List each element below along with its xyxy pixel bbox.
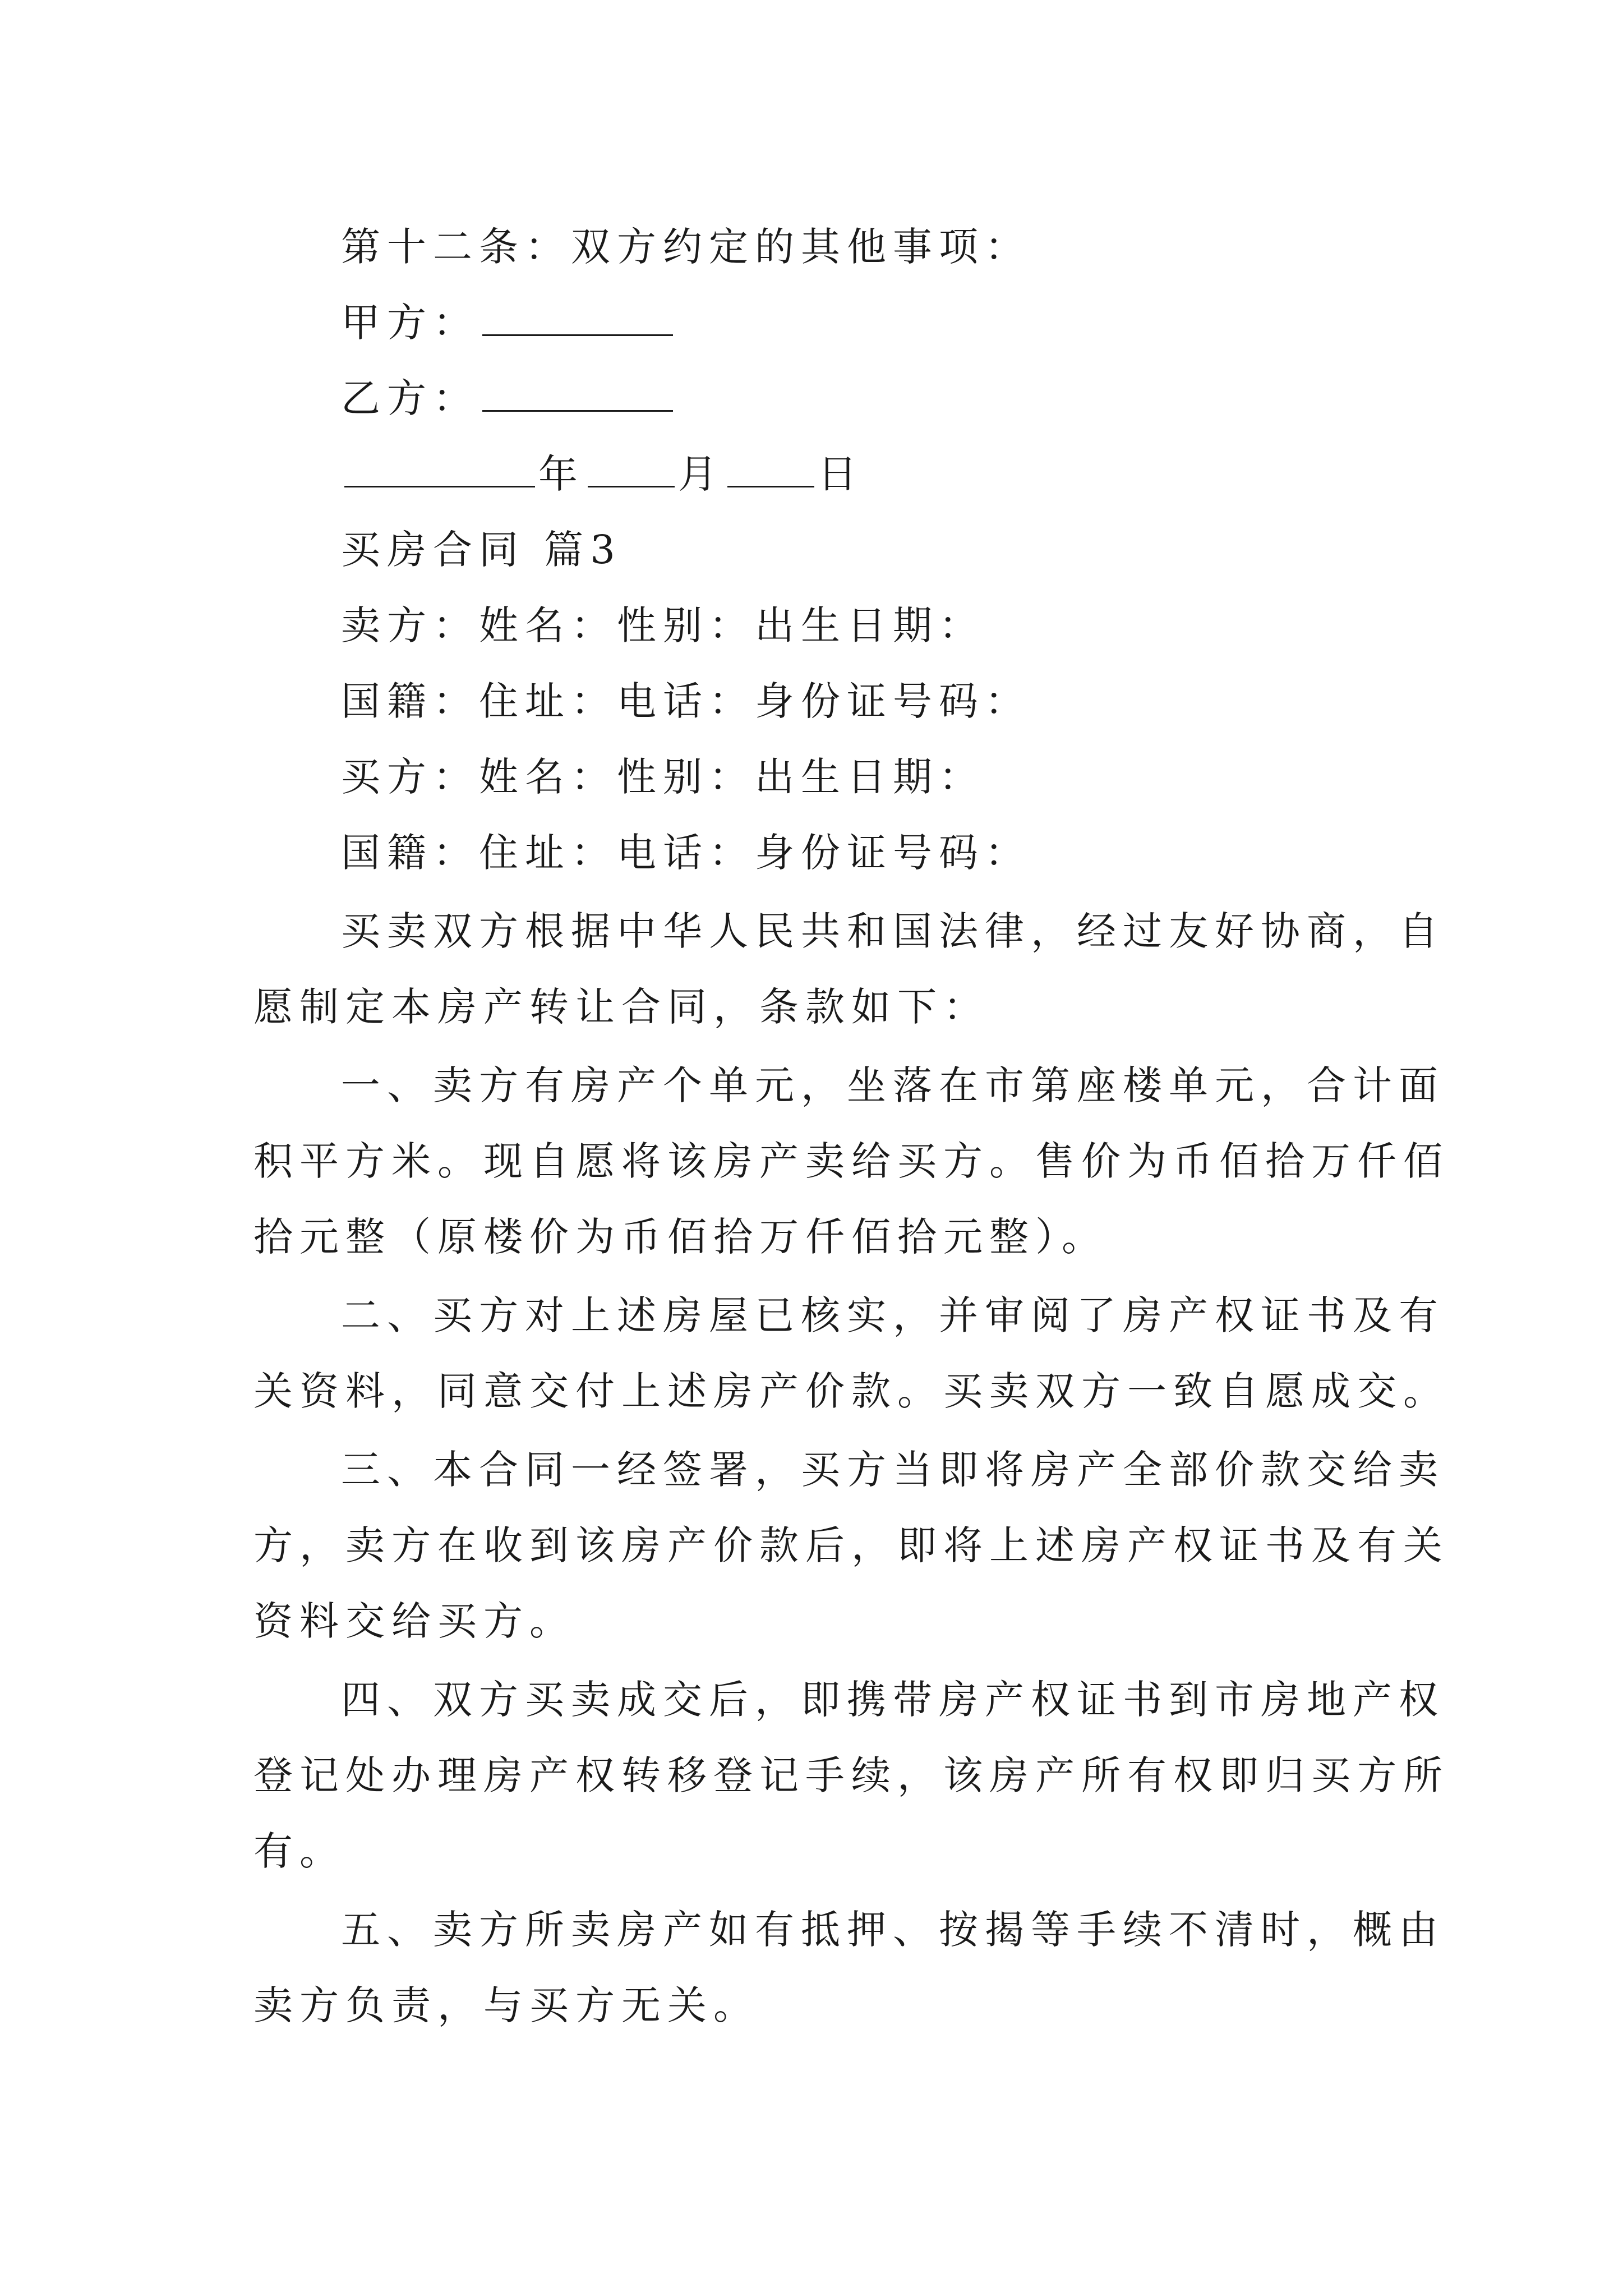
month-blank [588,453,675,487]
buyer-info-1 [341,752,1491,802]
clause-4-line-2 [253,1750,1449,1801]
text: 关资料，同意交付上述房产价款。买卖双方一致自愿成交。 [253,1368,1449,1414]
text: 愿制定本房产转让合同，条款如下： [253,984,989,1030]
party-b-blank [482,378,673,412]
day-label: 日 [818,451,864,497]
text: 二、买方对上述房屋已核实，并审阅了房产权证书及有 [341,1292,1445,1338]
party-b-line [341,373,1491,424]
text: 三、本合同一经签署，买方当即将房产全部价款交给卖 [341,1447,1445,1493]
text: 卖方负责，与买方无关。 [253,1982,759,2028]
text: 国籍：住址：电话：身份证号码： [341,678,1031,724]
year-blank [344,453,535,487]
text: 拾元整（原楼价为币佰拾万仟佰拾元整）。 [253,1214,1108,1260]
text: 买方：姓名：性别：出生日期： [341,754,985,800]
section-title [341,524,1491,575]
party-a-label: 甲方： [341,300,479,346]
text: 资料交给买方。 [253,1598,575,1644]
clause-2-line-1 [341,1290,1491,1341]
clause-5-line-2 [253,1980,1403,2031]
party-a-blank [482,302,673,336]
party-b-label: 乙方： [341,375,479,421]
clause-12-heading [341,222,1491,272]
date-line [341,449,1491,499]
clause-5-line-1 [341,1904,1491,1955]
text: 五、卖方所卖房产如有抵押、按揭等手续不清时，概由 [341,1907,1445,1953]
clause-1-line-2 [253,1136,1449,1186]
clause-3-line-2 [253,1520,1449,1571]
preamble-line-2 [253,982,1403,1032]
clause-2-line-2 [253,1366,1449,1416]
text: 四、双方买卖成交后，即携带房产权证书到市房地产权 [341,1677,1445,1723]
text: 登记处办理房产权转移登记手续，该房产所有权即归买方所 [253,1752,1449,1798]
text: 方，卖方在收到该房产价款后，即将上述房产权证书及有关 [253,1522,1449,1568]
year-label: 年 [538,451,584,497]
text: 第十二条：双方约定的其他事项： [341,224,1031,270]
text: 买房合同 篇3 [341,527,622,573]
preamble-line-1 [341,906,1491,956]
seller-info-2 [341,676,1491,726]
text: 国籍：住址：电话：身份证号码： [341,830,1031,876]
clause-4-line-1 [341,1674,1491,1725]
text: 有。 [253,1828,345,1874]
day-blank [727,453,814,487]
text: 一、卖方有房产个单元，坐落在市第座楼单元，合计面 [341,1062,1445,1108]
clause-4-line-3 [253,1826,1403,1876]
seller-info-1 [341,600,1491,651]
month-label: 月 [678,451,724,497]
clause-3-line-3 [253,1596,1403,1646]
text: 卖方：姓名：性别：出生日期： [341,602,985,648]
clause-1-line-1 [341,1060,1491,1111]
text: 积平方米。现自愿将该房产卖给买方。售价为币佰拾万仟佰 [253,1138,1449,1184]
text: 买卖双方根据中华人民共和国法律，经过友好协商，自 [341,908,1445,954]
clause-3-line-1 [341,1444,1491,1495]
clause-1-line-3 [253,1212,1403,1262]
party-a-line [341,297,1491,348]
buyer-info-2 [341,827,1491,878]
